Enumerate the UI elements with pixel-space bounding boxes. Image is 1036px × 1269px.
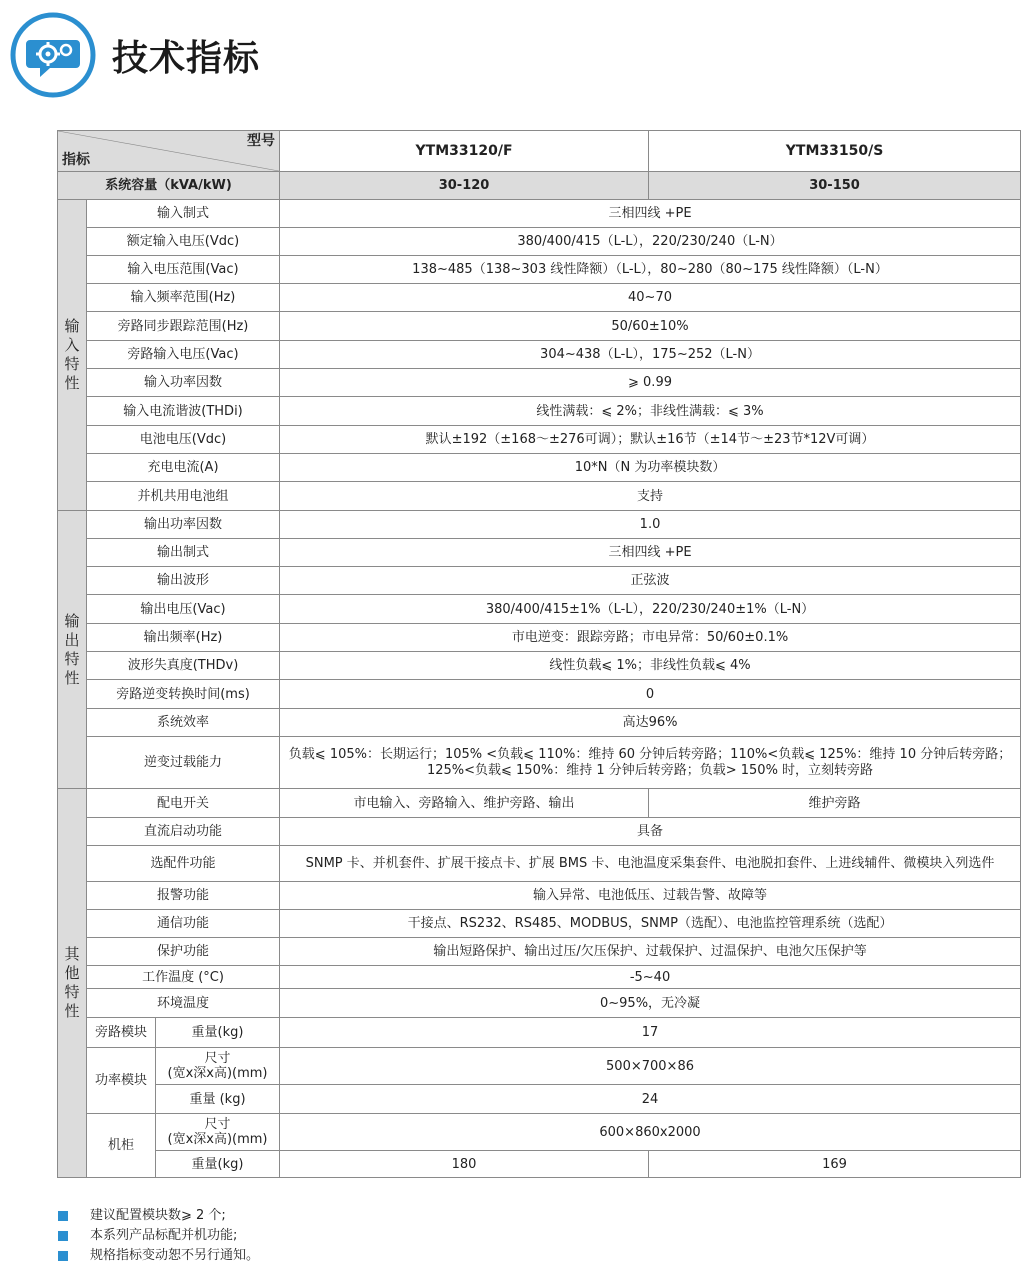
row-value: 1.0 [280,511,1021,539]
row-value: 支持 [280,482,1021,511]
power-weight-label: 重量 (kg) [156,1085,280,1114]
square-bullet-icon [58,1211,68,1221]
table-row [58,454,1021,482]
row-value: 正弦波 [280,567,1021,595]
table-row [58,966,1021,989]
table-row [58,989,1021,1018]
table-row [58,341,1021,369]
row-value: 线性满载：⩽ 2%；非线性满载：⩽ 3% [280,397,1021,426]
cabinet-weight-label: 重量(kg) [156,1151,280,1178]
row-label: 并机共用电池组 [87,482,280,511]
row-label: 系统效率 [87,709,280,737]
table-row [58,709,1021,737]
row-label: 工作温度 (°C) [87,966,280,989]
square-bullet-icon [58,1231,68,1241]
row-value: 负载⩽ 105%：长期运行；105% <负载⩽ 110%：维持 60 分钟后转旁路；110%<负载⩽ 125%：维持 10 分钟后转旁路；125%<负载⩽ 150%：维持 1 分钟后转旁路；负载> 150% 时，立刻转旁路 [280,737,1021,789]
row-value: 138~485（138~303 线性降额）（L-L），80~280（80~175 线性降额）（L-N） [280,256,1021,284]
table-row [58,1085,1021,1114]
row-label: 输入电压范围(Vac) [87,256,280,284]
model-header-1: YTM33120/F [280,131,649,172]
table-row [58,910,1021,938]
row-value: 40~70 [280,284,1021,312]
row-value-1: 市电输入、旁路输入、维护旁路、输出 [280,789,649,818]
page-title: 技术指标 [112,37,261,79]
row-label: 旁路逆变转换时间(ms) [87,680,280,709]
row-value-2: 维护旁路 [649,789,1021,818]
capacity-value-1: 30-120 [280,172,649,200]
table-row [58,200,1021,228]
row-value: -5~40 [280,966,1021,989]
table-row [58,818,1021,846]
row-value: ⩾ 0.99 [280,369,1021,397]
table-row [58,511,1021,539]
capacity-value-2: 30-150 [649,172,1021,200]
row-label: 额定输入电压(Vdc) [87,228,280,256]
model-header-2: YTM33150/S [649,131,1021,172]
row-label: 保护功能 [87,938,280,966]
row-label: 电池电压(Vdc) [87,426,280,454]
row-label: 充电电流(A) [87,454,280,482]
corner-cell [58,131,280,172]
note-text: 规格指标变动恕不另行通知。 [90,1248,260,1263]
spec-table [57,130,1021,1178]
cabinet-weight-value-1: 180 [280,1151,649,1178]
row-label: 报警功能 [87,882,280,910]
row-value: 304~438（L-L），175~252（L-N） [280,341,1021,369]
row-value: SNMP 卡、并机套件、扩展干接点卡、扩展 BMS 卡、电池温度采集套件、电池脱扣套件、上进线辅件、微模块入列选件 [280,846,1021,882]
row-label: 输入制式 [87,200,280,228]
cabinet-label: 机柜 [87,1114,156,1178]
table-row [58,595,1021,624]
row-value: 10*N（N 为功率模块数） [280,454,1021,482]
power-size-label-line2: (宽x深x高)(mm) [167,1066,268,1081]
bypass-module-label: 旁路模块 [87,1018,156,1048]
row-value: 0~95%，无冷凝 [280,989,1021,1018]
list-item [58,1226,259,1246]
power-size-value: 500×700×86 [280,1048,1021,1085]
row-label: 输入频率范围(Hz) [87,284,280,312]
table-row [58,482,1021,511]
notes-list [58,1206,259,1266]
row-value: 高达96% [280,709,1021,737]
table-row [58,1151,1021,1178]
row-label: 旁路同步跟踪范围(Hz) [87,312,280,341]
row-label: 输出波形 [87,567,280,595]
row-label: 输入电流谐波(THDi) [87,397,280,426]
row-label: 旁路输入电压(Vac) [87,341,280,369]
capacity-label: 系统容量（kVA/kW) [58,172,280,200]
row-value: 输入异常、电池低压、过载告警、故障等 [280,882,1021,910]
row-label: 波形失真度(THDv) [87,652,280,680]
row-label: 选配件功能 [87,846,280,882]
row-value: 0 [280,680,1021,709]
power-weight-value: 24 [280,1085,1021,1114]
list-item [58,1206,259,1226]
row-label: 输出频率(Hz) [87,624,280,652]
row-value: 线性负载⩽ 1%；非线性负载⩽ 4% [280,652,1021,680]
table-row [58,938,1021,966]
table-row [58,369,1021,397]
row-label: 输出电压(Vac) [87,595,280,624]
row-value: 具备 [280,818,1021,846]
category-other [58,789,87,1178]
table-row [58,284,1021,312]
row-label: 直流启动功能 [87,818,280,846]
cabinet-weight-value-2: 169 [649,1151,1021,1178]
power-size-label-line1: 尺寸 [204,1051,231,1066]
cabinet-size-label-line2: (宽x深x高)(mm) [167,1132,268,1147]
bypass-weight-value: 17 [280,1018,1021,1048]
row-label: 输入功率因数 [87,369,280,397]
row-label: 逆变过载能力 [87,737,280,789]
capacity-row [58,172,1021,200]
table-row [58,228,1021,256]
table-row [58,680,1021,709]
category-input-label: 输入特性 [64,317,80,392]
square-bullet-icon [58,1251,68,1261]
table-row [58,652,1021,680]
table-row [58,737,1021,789]
table-row [58,1018,1021,1048]
note-text: 本系列产品标配并机功能; [90,1228,238,1243]
model-label: 型号 [247,133,276,149]
cabinet-size-label-line1: 尺寸 [204,1117,231,1132]
cabinet-size-value: 600×860x2000 [280,1114,1021,1151]
cabinet-size-label [156,1114,280,1151]
row-label: 输出制式 [87,539,280,567]
row-value: 380/400/415（L-L），220/230/240（L-N） [280,228,1021,256]
row-value: 50/60±10% [280,312,1021,341]
row-value: 三相四线 +PE [280,200,1021,228]
table-row [58,624,1021,652]
row-value: 干接点、RS232、RS485、MODBUS，SNMP（选配）、电池监控管理系统（选配） [280,910,1021,938]
table-row [58,426,1021,454]
row-value: 市电逆变：跟踪旁路；市电异常：50/60±0.1% [280,624,1021,652]
row-label: 环境温度 [87,989,280,1018]
table-row [58,397,1021,426]
category-other-label: 其他特性 [64,945,80,1020]
table-row [58,256,1021,284]
category-input [58,200,87,511]
table-row [58,1048,1021,1085]
table-header-row [58,131,1021,172]
row-label: 配电开关 [87,789,280,818]
row-value: 三相四线 +PE [280,539,1021,567]
gear-chat-icon [8,10,98,100]
table-row [58,539,1021,567]
table-row [58,567,1021,595]
power-size-label [156,1048,280,1085]
power-module-label: 功率模块 [87,1048,156,1114]
row-value: 输出短路保护、输出过压/欠压保护、过载保护、过温保护、电池欠压保护等 [280,938,1021,966]
table-row [58,1114,1021,1151]
table-row [58,882,1021,910]
page-header [8,10,260,100]
table-row [58,789,1021,818]
row-label: 输出功率因数 [87,511,280,539]
category-output [58,511,87,789]
table-row [58,312,1021,341]
row-value: 默认±192（±168～±276可调）；默认±16节（±14节～±23节*12V可调） [280,426,1021,454]
table-row [58,846,1021,882]
list-item [58,1246,259,1266]
row-label: 通信功能 [87,910,280,938]
row-value: 380/400/415±1%（L-L），220/230/240±1%（L-N） [280,595,1021,624]
bypass-weight-label: 重量(kg) [156,1018,280,1048]
note-text: 建议配置模块数⩾ 2 个; [90,1208,226,1223]
category-output-label: 输出特性 [64,611,80,687]
indicator-label: 指标 [62,152,90,168]
